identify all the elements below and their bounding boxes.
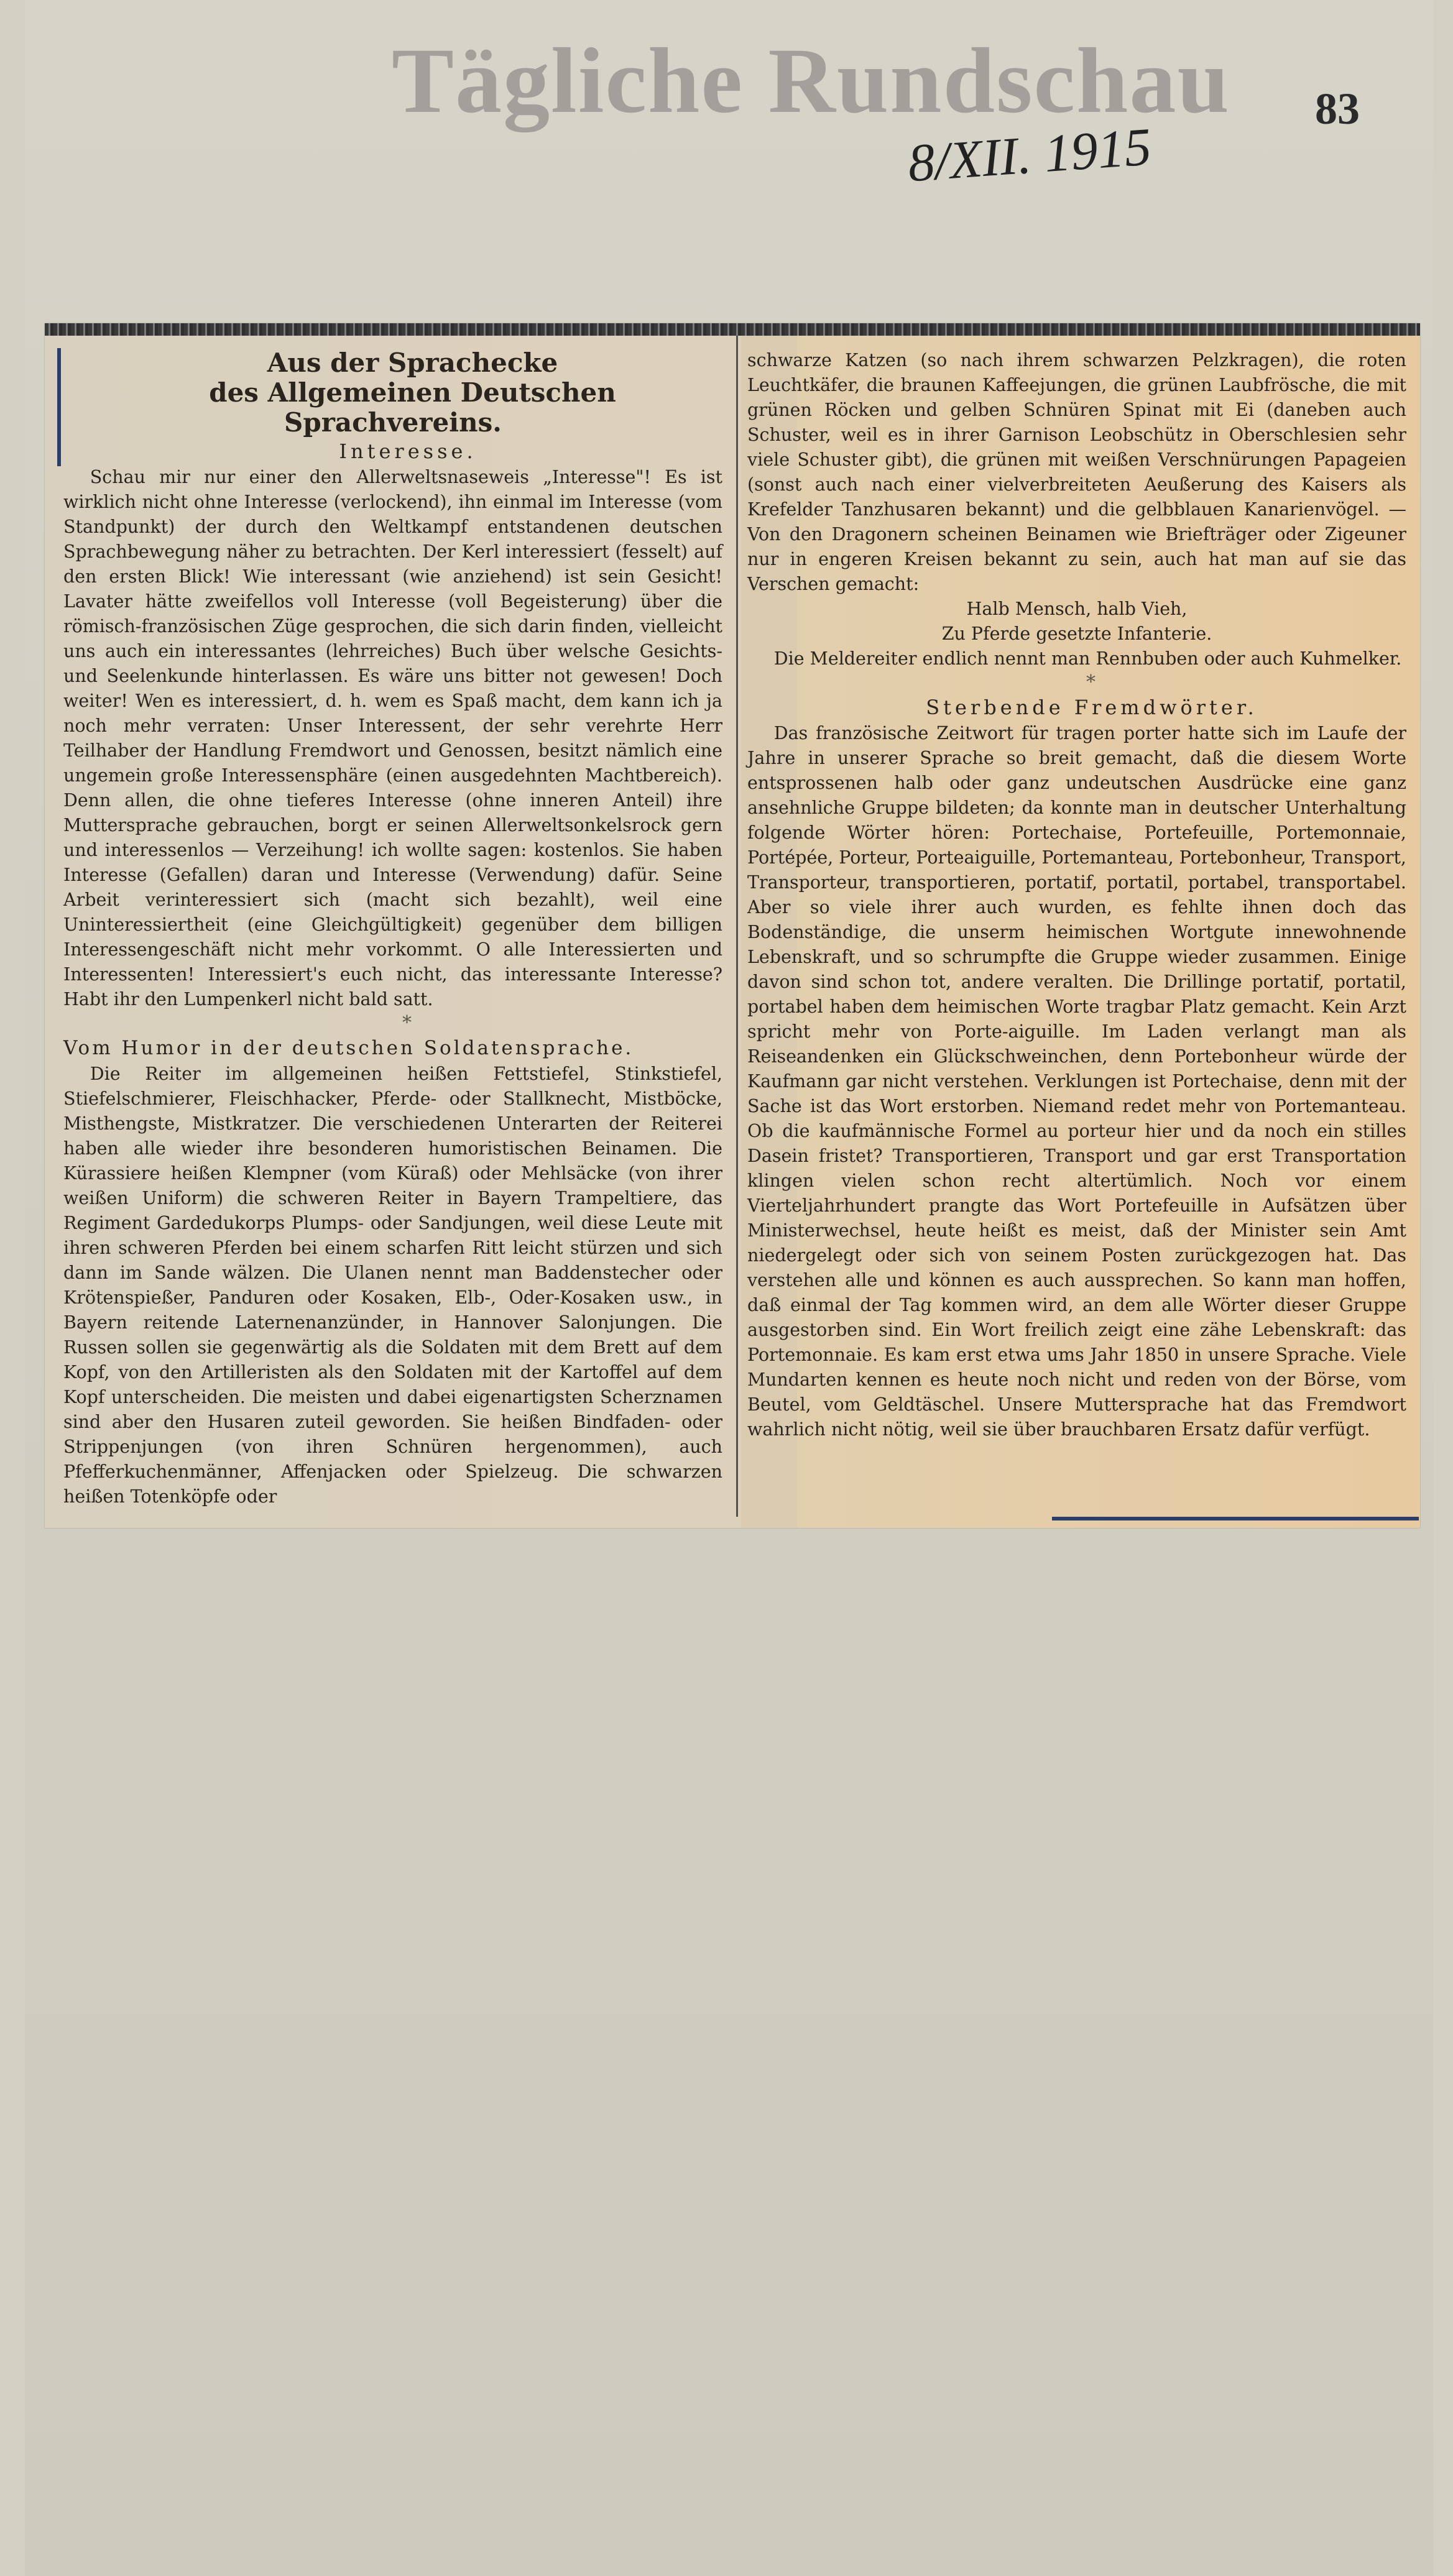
section-heading-fremdwoerter: Sterbende Fremdwörter. [926,696,1258,719]
verse-line-1: Halb Mensch, halb Vieh, [966,599,1188,619]
page-number: 83 [1315,84,1360,134]
left-column [63,348,722,1509]
section-text-soldatensprache-right: schwarze Katzen (so nach ihrem schwarzen Pelzkragen), die roten Leuchtkäfer, die braunen Kaffeejungen, die grünen Laubfrösche, die mit grünen Röcken und gelben Schnüren Spinat mit Ei (daneben auch Schuster, weil es in ihrer Garnison Leobschütz in Oberschlesien sehr viele Schuster gibt), die grünen mit weißen Verschnürungen Papageien (sonst auch nach einer vielverbreiteten Aeußerung des Kaisers als Krefelder Tanzhusaren bekannt) und die gelbblauen Kanarienvögel. — Von den Dragonern scheinen Beinamen wie Briefträger oder Zigeuner nur in engeren Kreisen bekannt zu sein, auch hat man auf sie das Verschen gemacht: [747,350,1406,594]
article-title-line1: Aus der Sprachecke [267,347,558,378]
column-separator [736,336,738,1517]
section-closing-soldatensprache: Die Meldereiter endlich nennt man Rennbuben oder auch Kuhmelker. [773,648,1402,669]
section-heading-soldatensprache: Vom Humor in der deutschen Soldatensprache. [63,1037,634,1059]
handwritten-date: 8/XII. 1915 [906,116,1153,193]
blue-underline-mark [1052,1517,1419,1520]
section-text-fremdwoerter: Das französische Zeitwort für tragen porter hatte sich im Laufe der Jahre in unserer Sprache so breit gemacht, daß die diesem Worte entsprossenen halb oder ganz undeutschen Ausdrücke eine ganz ansehnliche Gruppe bildeten; da konnte man in deutscher Unterhaltung folgende Wörter hören: Portechaise, Portefeuille, Portemonnaie, Portépée, Porteur, Porteaiguille, Portemanteau, Portebonheur, Transport, Transporteur, transportieren, portatif, portatil, portabel, transportabel. Aber so viele ihrer auch wurden, es fehlte ihnen doch das Bodenständige, die unserm heimischen Wortgute innewohnende Lebenskraft, und so schrumpfte die Gruppe wieder zusammen. Einige davon sind schon tot, andere veralten. Die Drillinge portatif, portatil, portabel haben dem heimischen Worte tragbar Platz gemacht. Kein Arzt spricht mehr von Porte-aiguille. Im Laden verlangt man als Reiseandenken ein Glückschweinchen, denn Portebonheur würde der Kaufmann gar nicht verstehen. Verklungen ist Portechaise, denn mit der Sache ist das Wort erstorben. Niemand redet mehr von Portemanteau. Ob die kaufmännische Formel au porteur hier und da noch ein stilles Dasein fristet? Transportieren, Transport und gar erst Transportation klingen vielen schon recht altertümlich. Noch vor einem Vierteljahrhundert prangte das Wort Portefeuille in Aufsätzen über Ministerwechsel, heute heißt es meist, daß der Minister sein Amt niedergelegt oder sich von seinem Posten zurückgezogen hat. Das verstehen alle und können es auch aussprechen. So kann man hoffen, daß einmal der Tag kommen wird, an dem alle Wörter dieser Gruppe ausgestorben sind. Ein Wort freilich zeigt eine zähe Lebenskraft: das Portemonnaie. Es kam erst etwa ums Jahr 1850 in unsere Sprache. Viele Mundarten kennen es heute noch nicht und reden von der Börse, vom Beutel, vom Geldtäschel. Unsere Muttersprache hat das Fremdwort wahrlich nicht nötig, weil sie über brauchbaren Ersatz dafür verfügt. [747,723,1406,1440]
newspaper-clipping [45,323,1420,1528]
article-title-line2: des Allgemeinen Deutschen Sprachvereins. [209,377,616,438]
verse [747,597,1406,646]
newspaper-stamp: Tägliche Rundschau [392,29,1230,132]
right-column [747,348,1406,1442]
section-separator: * [402,1012,412,1034]
section-separator-2: * [1086,671,1096,693]
section-text-interesse: Schau mir nur einer den Allerweltsnaseweis „Interesse"! Es ist wirklich nicht ohne Interesse (verlockend), ihn einmal im Interesse (vom Standpunkt) der durch den Weltkampf entstandenen deutschen Sprachbewegung näher zu betrachten. Der Kerl interessiert (fesselt) auf den ersten Blick! Wie interessant (wie anziehend) ist sein Gesicht! Lavater hätte zweifellos voll Interesse (voll Begeisterung) über die römisch-französischen Züge gesprochen, die sich darin finden, vielleicht uns auch ein interessantes (lehrreiches) Buch über welsche Gesichts- und Seelenkunde hinterlassen. Es wäre uns bitter not gewesen! Doch weiter! Wen es interessiert, d. h. wem es Spaß macht, dem kann ich ja noch mehr verraten: Unser Interessent, der sehr verehrte Herr Teilhaber der Handlung Fremdwort und Genossen, besitzt nämlich eine ungemein große Interessensphäre (einen ausgedehnten Machtbereich). Denn allen, die ohne tieferes Interesse (ohne inneren Anteil) ihre Muttersprache gebrauchen, borgt er seinen Allerweltsonkelsrock gern und interessenlos — Verzeihung! ich wollte sagen: kostenlos. Sie haben Interesse (Gefallen) daran und Interesse (Verwendung) dafür. Seine Arbeit verinteressiert sich (macht sich bezahlt), weil eine Uninteressiertheit (eine Gleichgültigkeit) gegenüber dem billigen Interessengeschäft nicht mehr vorkommt. O alle Interessierten und Interessenten! Interessiert's euch nicht, das interessante Interesse? Habt ihr den Lumpenkerl nicht bald satt. [63,467,722,1010]
section-heading-interesse: Interesse. [339,439,477,463]
blue-pencil-mark [57,348,61,466]
section-text-soldatensprache-left: Die Reiter im allgemeinen heißen Fettstiefel, Stinkstiefel, Stiefelschmierer, Fleischhacker, Pferde- oder Stallknecht, Mistböcke, Misthengste, Mistkratzer. Die verschiedenen Unterarten der Reiterei haben alle wieder ihre besonderen humoristischen Beinamen. Die Kürassiere heißen Klempner (vom Küraß) oder Mehlsäcke (von ihrer weißen Uniform) die schweren Reiter in Bayern Trampeltiere, das Regiment Gardedukorps Plumps- oder Sandjungen, weil diese Leute mit ihren schweren Pferden bei einem scharfen Ritt leicht stürzen und sich dann im Sande wälzen. Die Ulanen nennt man Baddenstecher oder Krötenspießer, Panduren oder Kosaken, Elb-, Oder-Kosaken usw., in Bayern reitende Laternenanzünder, in Hannover Salonjungen. Die Russen sollen sie gegenwärtig als die Soldaten mit dem Brett auf dem Kopf, von den Artilleristen als den Soldaten mit der Kartoffel auf dem Kopf unterscheiden. Die meisten und dabei eigenartigsten Scherznamen sind aber den Husaren zuteil geworden. Sie heißen Bindfaden- oder Strippenjungen (von ihren Schnüren hergenommen), auch Pfefferkuchenmänner, Affenjacken oder Spielzeug. Die schwarzen heißen Totenköpfe oder [63,1064,722,1507]
top-ornament-rule [45,323,1420,336]
verse-line-2: Zu Pferde gesetzte Infanterie. [941,623,1212,644]
